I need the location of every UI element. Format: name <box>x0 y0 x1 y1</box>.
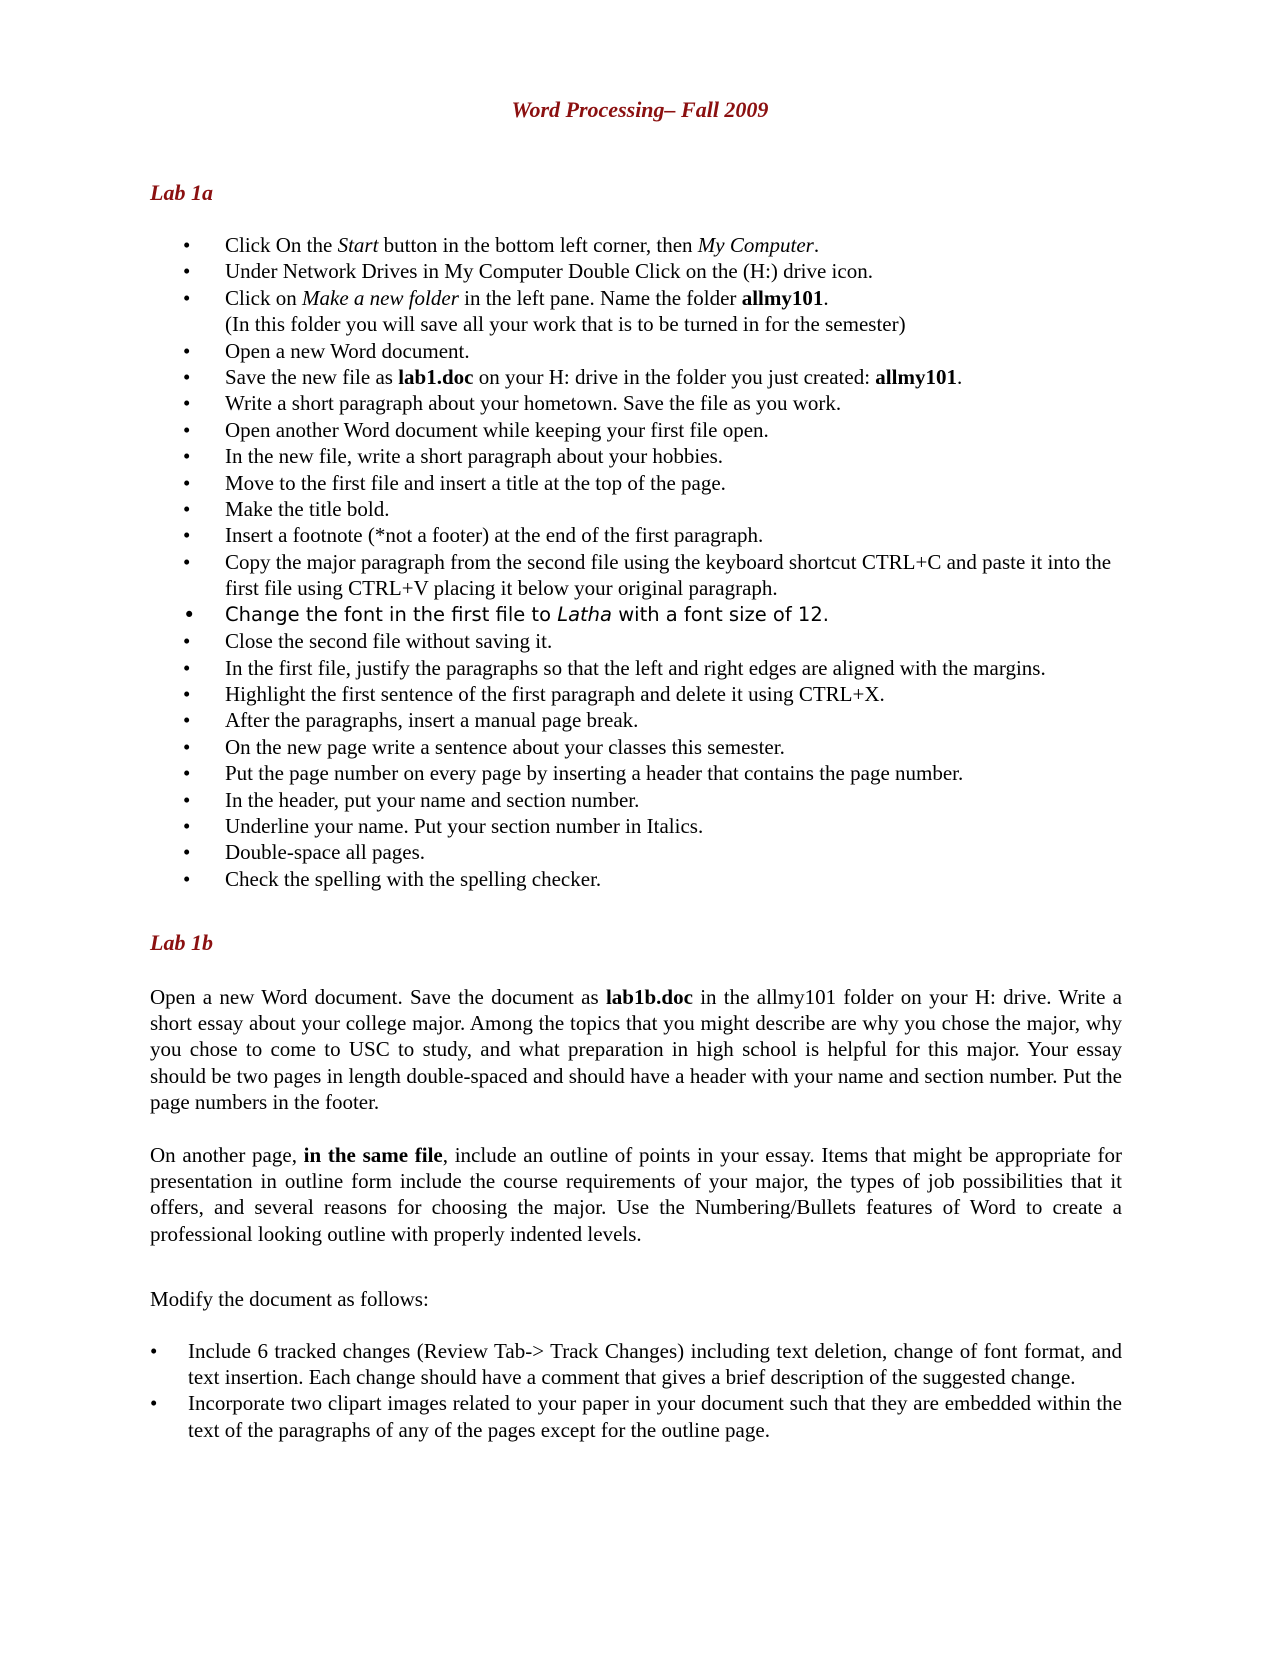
list-item: • Highlight the first sentence of the first paragraph and delete it using CTRL+X. <box>150 681 1130 707</box>
list-item: • After the paragraphs, insert a manual page break. <box>150 707 1130 733</box>
list-item: • Under Network Drives in My Computer Double Click on the (H:) drive icon. <box>150 258 1130 284</box>
list-item: • Check the spelling with the spelling checker. <box>150 866 1130 892</box>
list-item: • Incorporate two clipart images related to your paper in your document such that they are embedded within the text of the paragraphs of any of the pages except for the outline page. <box>150 1390 1122 1442</box>
list-item: • Change the font in the first file to Latha with a font size of 12. <box>150 602 1130 628</box>
list-item: • Close the second file without saving it. <box>150 628 1130 654</box>
list-item: • In the new file, write a short paragraph about your hobbies. <box>150 443 1130 469</box>
list-item: • Include 6 tracked changes (Review Tab-> Track Changes) including text deletion, change of font format, and text insertion. Each change should have a comment that gives a brief description of the suggested change. <box>150 1338 1122 1390</box>
list-item: • On the new page write a sentence about your classes this semester. <box>150 734 1130 760</box>
list-item: • Double-space all pages. <box>150 839 1130 865</box>
list-item: • Underline your name. Put your section number in Italics. <box>150 813 1130 839</box>
list-item: • Open another Word document while keeping your first file open. <box>150 417 1130 443</box>
lab1b-modify-intro: Modify the document as follows: <box>150 1287 429 1311</box>
lab1b-paragraph-essay: Open a new Word document. Save the document as lab1b.doc in the allmy101 folder on your H: drive. Write a short essay about your college major. Among the topics that you might describe are why you chose the major, why you chose to come to USC to study, and what preparation in high school is helpful for this major. Your essay should be two pages in length double-spaced and should have a header with your name and section number. Put the page numbers in the footer. <box>150 985 1122 1114</box>
list-item: • Click on Make a new folder in the left pane. Name the folder allmy101. (In this folder you will save all your work that is to be turned in for the semester) <box>150 285 1130 338</box>
lab1a-heading: Lab 1a <box>150 180 213 205</box>
list-item: • Save the new file as lab1.doc on your H: drive in the folder you just created: allmy101. <box>150 364 1130 390</box>
list-item: • Move to the first file and insert a title at the top of the page. <box>150 470 1130 496</box>
list-item: • Click On the Start button in the bottom left corner, then My Computer. <box>150 232 1130 258</box>
lab1a-instruction-list <box>150 232 1130 892</box>
lab1b-heading: Lab 1b <box>150 930 213 955</box>
list-item: • Open a new Word document. <box>150 338 1130 364</box>
list-item: • Write a short paragraph about your hometown. Save the file as you work. <box>150 390 1130 416</box>
lab1b-paragraph-outline: On another page, in the same file, include an outline of points in your essay. Items that might be appropriate for presentation in outline form include the course requirements of your major, the types of job possibilities that it offers, and several reasons for choosing the major. Use the Numbering/Bullets features of Word to create a professional looking outline with properly indented levels. <box>150 1143 1122 1246</box>
list-item: • In the header, put your name and section number. <box>150 787 1130 813</box>
lab1b-modify-list <box>150 1338 1122 1443</box>
list-item: • Put the page number on every page by inserting a header that contains the page number. <box>150 760 1130 786</box>
list-item: • In the first file, justify the paragraphs so that the left and right edges are aligned with the margins. <box>150 655 1130 681</box>
list-item: • Insert a footnote (*not a footer) at the end of the first paragraph. <box>150 522 1130 548</box>
list-item: • Copy the major paragraph from the second file using the keyboard shortcut CTRL+C and paste it into the first file using CTRL+V placing it below your original paragraph. <box>150 549 1130 602</box>
list-item: • Make the title bold. <box>150 496 1130 522</box>
document-title: Word Processing– Fall 2009 <box>511 97 769 122</box>
